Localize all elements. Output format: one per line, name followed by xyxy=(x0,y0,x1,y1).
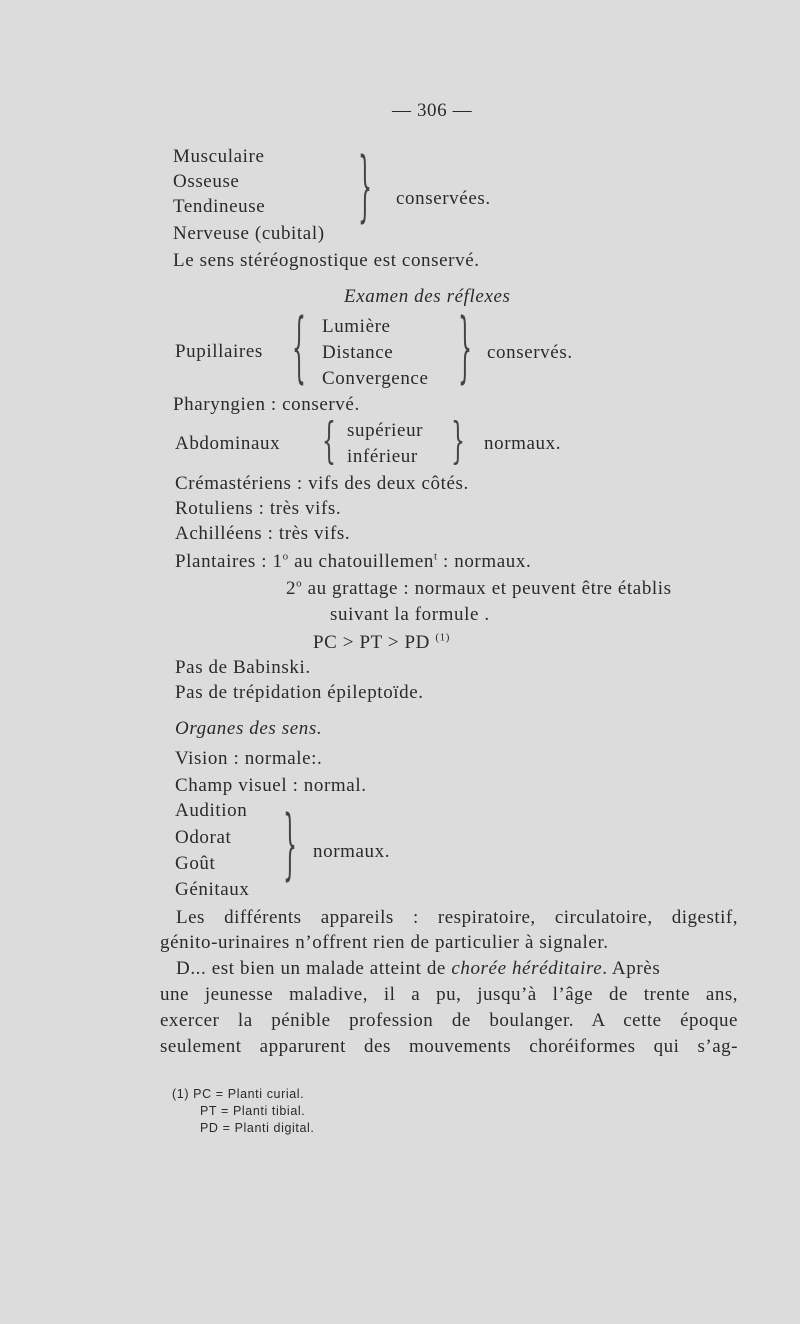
pupillaires-item-lumiere: Lumière xyxy=(322,316,391,337)
list-item-audition: Audition xyxy=(175,800,248,821)
paragraph-2-line-3: exercer la pénible profession de boulanger. A cette époque xyxy=(160,1010,738,1031)
rotuliens-line: Rotuliens : très vifs. xyxy=(175,498,342,519)
list-item-osseuse: Osseuse xyxy=(173,171,240,192)
pupillaires-item-convergence: Convergence xyxy=(322,368,429,389)
footnote-2: PT = Planti tibial. xyxy=(200,1104,306,1118)
plantaires-formula: PC > PT > PD $^{(1)}$ xyxy=(313,631,450,653)
brace-right-icon: } xyxy=(358,145,372,233)
list-item-nerveuse: Nerveuse (cubital) xyxy=(173,223,325,244)
trepidation-line: Pas de trépidation épileptoïde. xyxy=(175,682,424,703)
pupillaires-result: conservés. xyxy=(487,342,573,363)
pharyngien-line: Pharyngien : conservé. xyxy=(173,394,360,415)
achilleens-line: Achilléens : très vifs. xyxy=(175,523,351,544)
brace-right-icon: } xyxy=(283,803,297,891)
pupillaires-label: Pupillaires xyxy=(175,341,263,362)
plantaires-line-2: 2$^o$ au grattage : normaux et peuvent être établis xyxy=(286,577,672,599)
paragraph-1-line-2: génito-urinaires n’offrent rien de particulier à signaler. xyxy=(160,932,609,953)
brace-left-icon: { xyxy=(292,306,306,394)
abdominaux-result: normaux. xyxy=(484,433,562,454)
list-item-genitaux: Génitaux xyxy=(175,879,250,900)
paragraph-2-line-2: une jeunesse maladive, il a pu, jusqu’à l’âge de trente ans, xyxy=(160,984,738,1005)
brace-right-icon: } xyxy=(451,415,465,471)
paragraph-2-line-4: seulement apparurent des mouvements choréiformes qui s’ag- xyxy=(160,1036,738,1057)
abdominaux-label: Abdominaux xyxy=(175,433,281,454)
abdominaux-item-inferieur: inférieur xyxy=(347,446,418,467)
list-item-tendineuse: Tendineuse xyxy=(173,196,266,217)
plantaires-line-1: Plantaires : 1$^o$ au chatouillemen$^t$ : normaux. xyxy=(175,550,532,572)
page-number: — 306 — xyxy=(392,100,473,121)
abdominaux-item-superieur: supérieur xyxy=(347,420,424,441)
paragraph-1-line-1: Les différents appareils : respiratoire, circulatoire, digestif, xyxy=(176,907,738,928)
paragraph-2-line-1: D... est bien un malade atteint de chorée héréditaire. Après xyxy=(176,958,661,979)
pupillaires-item-distance: Distance xyxy=(322,342,394,363)
sens-result: normaux. xyxy=(313,841,391,862)
list-item-odorat: Odorat xyxy=(175,827,232,848)
cremasteriens-line: Crémastériens : vifs des deux côtés. xyxy=(175,473,469,494)
champ-visuel-line: Champ visuel : normal. xyxy=(175,775,367,796)
list-item-musculaire: Musculaire xyxy=(173,146,265,167)
babinski-line: Pas de Babinski. xyxy=(175,657,311,678)
stereognostic-line: Le sens stéréognostique est conservé. xyxy=(173,250,480,271)
footnote-3: PD = Planti digital. xyxy=(200,1121,315,1135)
sensibilite-result: conservées. xyxy=(396,188,491,209)
brace-right-icon: } xyxy=(458,306,472,394)
sens-heading: Organes des sens. xyxy=(175,718,323,739)
list-item-gout: Goût xyxy=(175,853,216,874)
reflexes-heading: Examen des réflexes xyxy=(344,286,511,307)
footnote-1: (1) PC = Planti curial. xyxy=(172,1087,305,1101)
plantaires-line-3: suivant la formule . xyxy=(330,604,490,625)
brace-left-icon: { xyxy=(322,415,336,471)
vision-line: Vision : normale:. xyxy=(175,748,323,769)
